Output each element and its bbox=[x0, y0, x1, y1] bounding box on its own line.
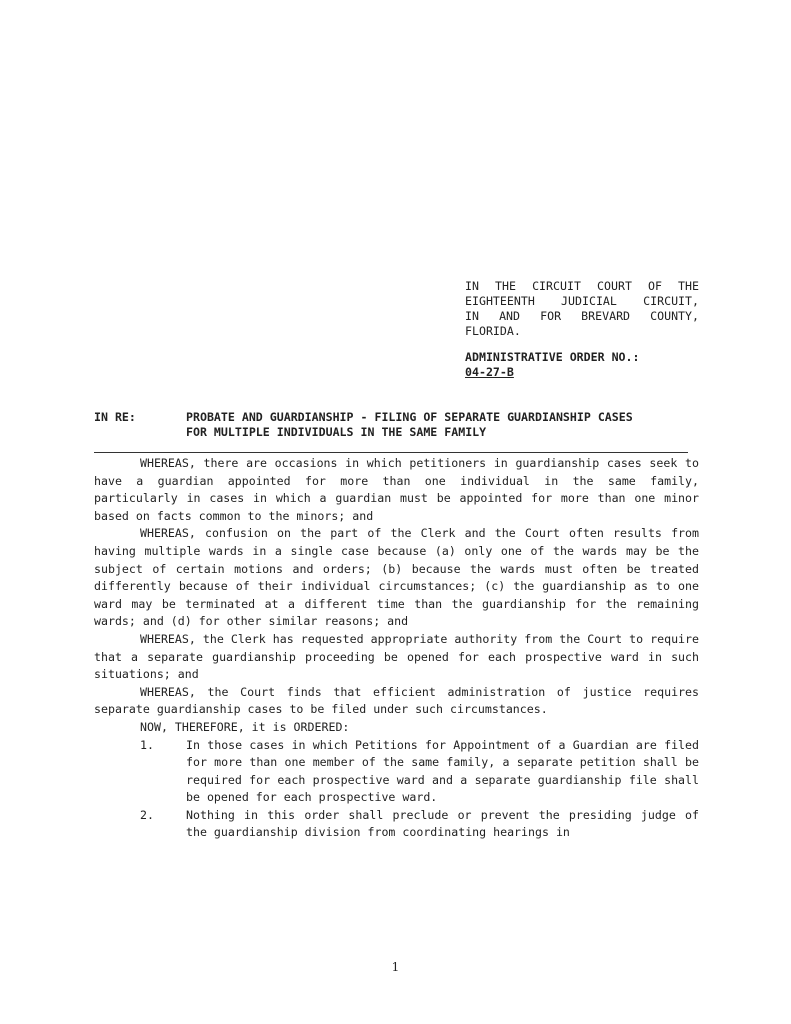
in-re-subject-line: PROBATE AND GUARDIANSHIP - FILING OF SEPARATE GUARDIANSHIP CASES bbox=[186, 410, 633, 424]
order-item bbox=[94, 737, 699, 807]
order-label: ADMINISTRATIVE ORDER NO.: bbox=[465, 350, 640, 364]
caption-line: EIGHTEENTH JUDICIAL CIRCUIT, bbox=[465, 294, 699, 308]
in-re-label: IN RE: bbox=[94, 410, 136, 424]
order-item-text: Nothing in this order shall preclude or prevent the presiding judge of the guardianship division from coordinating hearings in bbox=[186, 807, 699, 840]
court-caption bbox=[465, 279, 699, 339]
separator-rule bbox=[94, 452, 688, 453]
order-item bbox=[94, 807, 699, 842]
caption-line: FLORIDA. bbox=[465, 324, 521, 338]
caption-line: IN AND FOR BREVARD COUNTY, bbox=[465, 309, 699, 323]
order-item-number: 2. bbox=[140, 807, 154, 822]
whereas-paragraph: WHEREAS, confusion on the part of the Clerk and the Court often results from having multiple wards in a single case because (a) only one of the wards may be the subject of certain motions and orders; (b) because the wards must often be treated differently because of their individual circumstances; (c) the guardianship as to one ward may be terminated at a different time than the guardianship for the remaining wards; and (d) for other similar reasons; and bbox=[94, 526, 699, 629]
whereas-paragraph: WHEREAS, the Court finds that efficient administration of justice requires separate guardianship cases to be filed under such circumstances. bbox=[94, 684, 699, 717]
caption-line: IN THE CIRCUIT COURT OF THE bbox=[465, 279, 699, 293]
ordered-paragraph: NOW, THEREFORE, it is ORDERED: bbox=[140, 719, 350, 734]
order-number: 04-27-B bbox=[465, 365, 514, 379]
whereas-paragraph: WHEREAS, the Clerk has requested appropriate authority from the Court to require that a separate guardianship proceeding be opened for each prospective ward in such situations; and bbox=[94, 631, 699, 682]
order-item-text: In those cases in which Petitions for Appointment of a Guardian are filed for more than one member of the same family, a separate petition shall be required for each prospective ward and a separate guardianship file shall be opened for each prospective ward. bbox=[186, 737, 699, 805]
order-item-number: 1. bbox=[140, 737, 154, 752]
page-number: 1 bbox=[391, 960, 400, 974]
in-re-subject bbox=[186, 410, 699, 440]
in-re-subject-line: FOR MULTIPLE INDIVIDUALS IN THE SAME FAMILY bbox=[186, 425, 487, 439]
whereas-paragraph: WHEREAS, there are occasions in which petitioners in guardianship cases seek to have a guardian appointed for more than one individual in the same family, particularly in cases in which a guardian must be appointed for more than one minor based on facts common to the minors; and bbox=[94, 456, 699, 523]
order-body bbox=[94, 455, 699, 842]
administrative-order-heading bbox=[465, 350, 699, 380]
